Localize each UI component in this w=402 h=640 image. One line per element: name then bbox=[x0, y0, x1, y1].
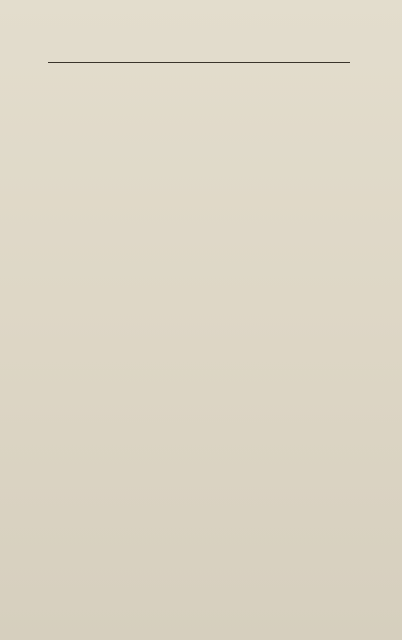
section-heading-8 bbox=[312, 351, 326, 612]
lower-tier bbox=[40, 351, 358, 612]
section-heading-7 bbox=[328, 351, 342, 612]
section-heading-4 bbox=[344, 80, 358, 341]
section-heading-6 bbox=[344, 351, 358, 612]
section-heading-5 bbox=[328, 80, 342, 341]
section-heading-9 bbox=[296, 351, 310, 612]
header-rule bbox=[48, 62, 350, 63]
center-watermark bbox=[176, 300, 220, 354]
running-header bbox=[40, 52, 358, 72]
